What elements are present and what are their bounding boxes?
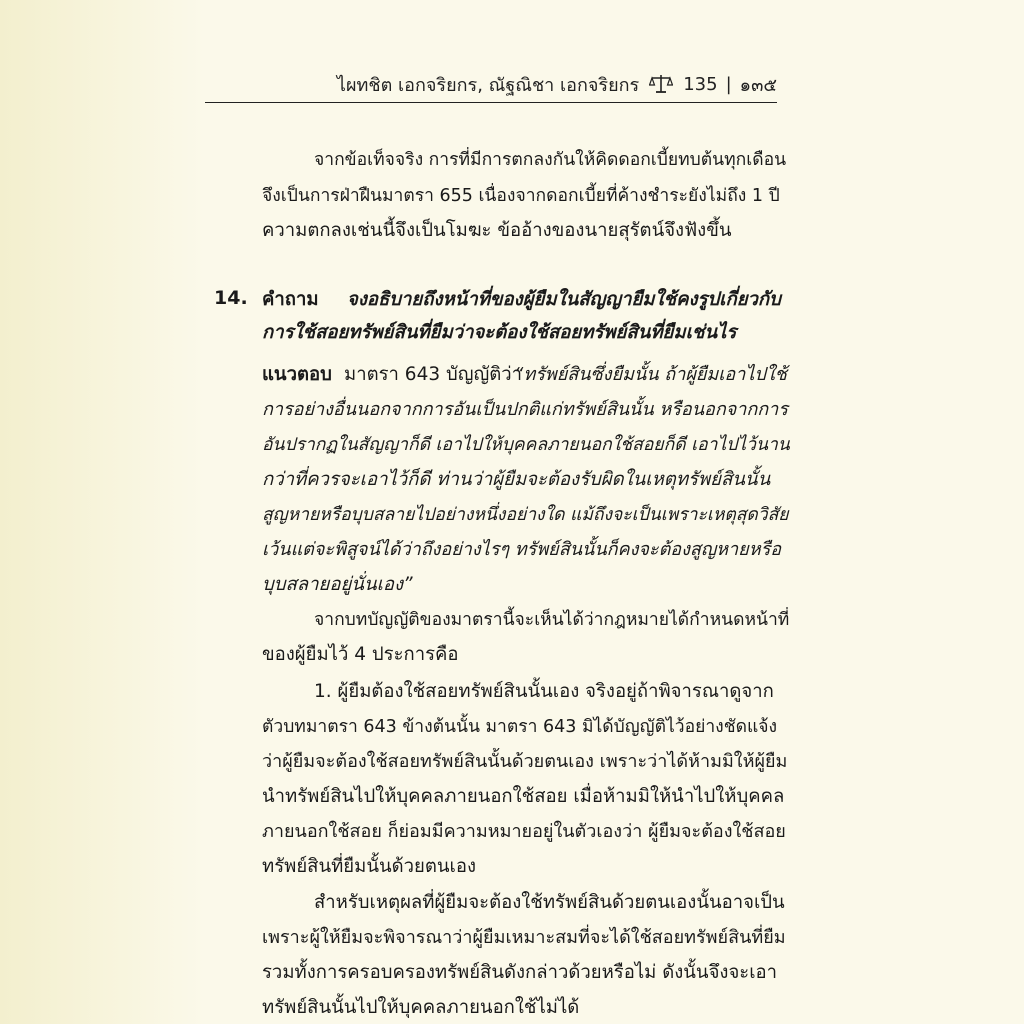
statute-quote-line: เว้นแต่จะพิสูจน์ได้ว่าถึงอย่างไรๆ ทรัพย์สินนั้นก็คงจะต้องสูญหายหรือ — [262, 539, 782, 560]
running-header — [205, 66, 777, 103]
body-line: ภายนอกใช้สอย ก็ย่อมมีความหมายอยู่ในตัวเองว่า ผู้ยืมจะต้องใช้สอย — [262, 821, 786, 842]
question-text-line: จงอธิบายถึงหน้าที่ของผู้ยืมในสัญญายืมใช้คงรูปเกี่ยวกับ — [347, 289, 781, 310]
body-line: จึงเป็นการฝ่าฝืนมาตรา 655 เนื่องจากดอกเบี้ยที่ค้างชำระยังไม่ถึง 1 ปี — [262, 186, 780, 206]
answer-label: แนวตอบ — [262, 364, 332, 385]
statute-quote-line: บุบสลายอยู่นั่นเอง” — [262, 574, 413, 595]
statute-quote-line: การอย่างอื่นนอกจากการอันเป็นปกติแก่ทรัพย์สินนั้น หรือนอกจากการ — [262, 399, 788, 420]
header-authors: ไผทชิต เอกจริยกร, ณัฐณิชา เอกจริยกร — [336, 74, 640, 96]
body-line: ความตกลงเช่นนี้จึงเป็นโมฆะ ข้ออ้างของนายสุรัตน์จึงฟังขึ้น — [262, 220, 732, 241]
statute-quote-line: สูญหายหรือบุบสลายไปอย่างหนึ่งอย่างใด แม้ถึงจะเป็นเพราะเหตุสุดวิสัย — [262, 505, 789, 525]
statute-quote-line: กว่าที่ควรจะเอาไว้ก็ดี ท่านว่าผู้ยืมจะต้องรับผิดในเหตุทรัพย์สินนั้น — [262, 469, 771, 490]
body-line: จากบทบัญญัติของมาตรานี้จะเห็นได้ว่ากฎหมายได้กำหนดหน้าที่ — [314, 610, 790, 630]
question-text-line: การใช้สอยทรัพย์สินที่ยืมว่าจะต้องใช้สอยทรัพย์สินที่ยืมเช่นไร — [262, 322, 737, 343]
body-line: ทรัพย์สินนั้นไปให้บุคคลภายนอกใช้ไม่ได้ — [262, 997, 580, 1018]
page-number-thai: ๑๓๕ — [739, 74, 777, 96]
scales-of-justice-icon — [649, 72, 673, 96]
body-line: จากข้อเท็จจริง การที่มีการตกลงกันให้คิดดอกเบี้ยทบต้นทุกเดือน — [314, 150, 787, 170]
body-line: นำทรัพย์สินไปให้บุคคลภายนอกใช้สอย เมื่อห้ามมิให้นำไปให้บุคคล — [262, 786, 785, 807]
body-line: เพราะผู้ให้ยืมจะพิจารณาว่าผู้ยืมเหมาะสมที่จะได้ใช้สอยทรัพย์สินที่ยืม — [262, 927, 786, 948]
page-gutter-shade — [0, 0, 205, 1024]
question-number: 14. — [214, 287, 248, 309]
body-line: ว่าผู้ยืมจะต้องใช้สอยทรัพย์สินนั้นด้วยตนเอง เพราะว่าได้ห้ามมิให้ผู้ยืม — [262, 751, 788, 772]
body-line: 1. ผู้ยืมต้องใช้สอยทรัพย์สินนั้นเอง จริงอยู่ถ้าพิจารณาดูจาก — [314, 681, 774, 702]
body-line: สำหรับเหตุผลที่ผู้ยืมจะต้องใช้ทรัพย์สินด้วยตนเองนั้นอาจเป็น — [314, 892, 785, 913]
page-number: 135 — [683, 73, 718, 95]
statute-quote-line: อันปรากฏในสัญญาก็ดี เอาไปให้บุคคลภายนอกใช้สอยก็ดี เอาไปไว้นาน — [262, 435, 790, 455]
body-line: ทรัพย์สินที่ยืมนั้นด้วยตนเอง — [262, 856, 476, 877]
body-line: ของผู้ยืมไว้ 4 ประการคือ — [262, 644, 459, 665]
answer-lead: มาตรา 643 บัญญัติว่า — [344, 364, 523, 385]
statute-quote-line: “ทรัพย์สินซึ่งยืมนั้น ถ้าผู้ยืมเอาไปใช้ — [514, 364, 787, 385]
header-separator: | — [725, 73, 732, 95]
question-label: คำถาม — [262, 289, 319, 310]
body-line: รวมทั้งการครอบครองทรัพย์สินดังกล่าวด้วยหรือไม่ ดังนั้นจึงจะเอา — [262, 962, 778, 983]
body-line: ตัวบทมาตรา 643 ข้างต้นนั้น มาตรา 643 มิได้บัญญัติไว้อย่างชัดแจ้ง — [262, 717, 778, 737]
